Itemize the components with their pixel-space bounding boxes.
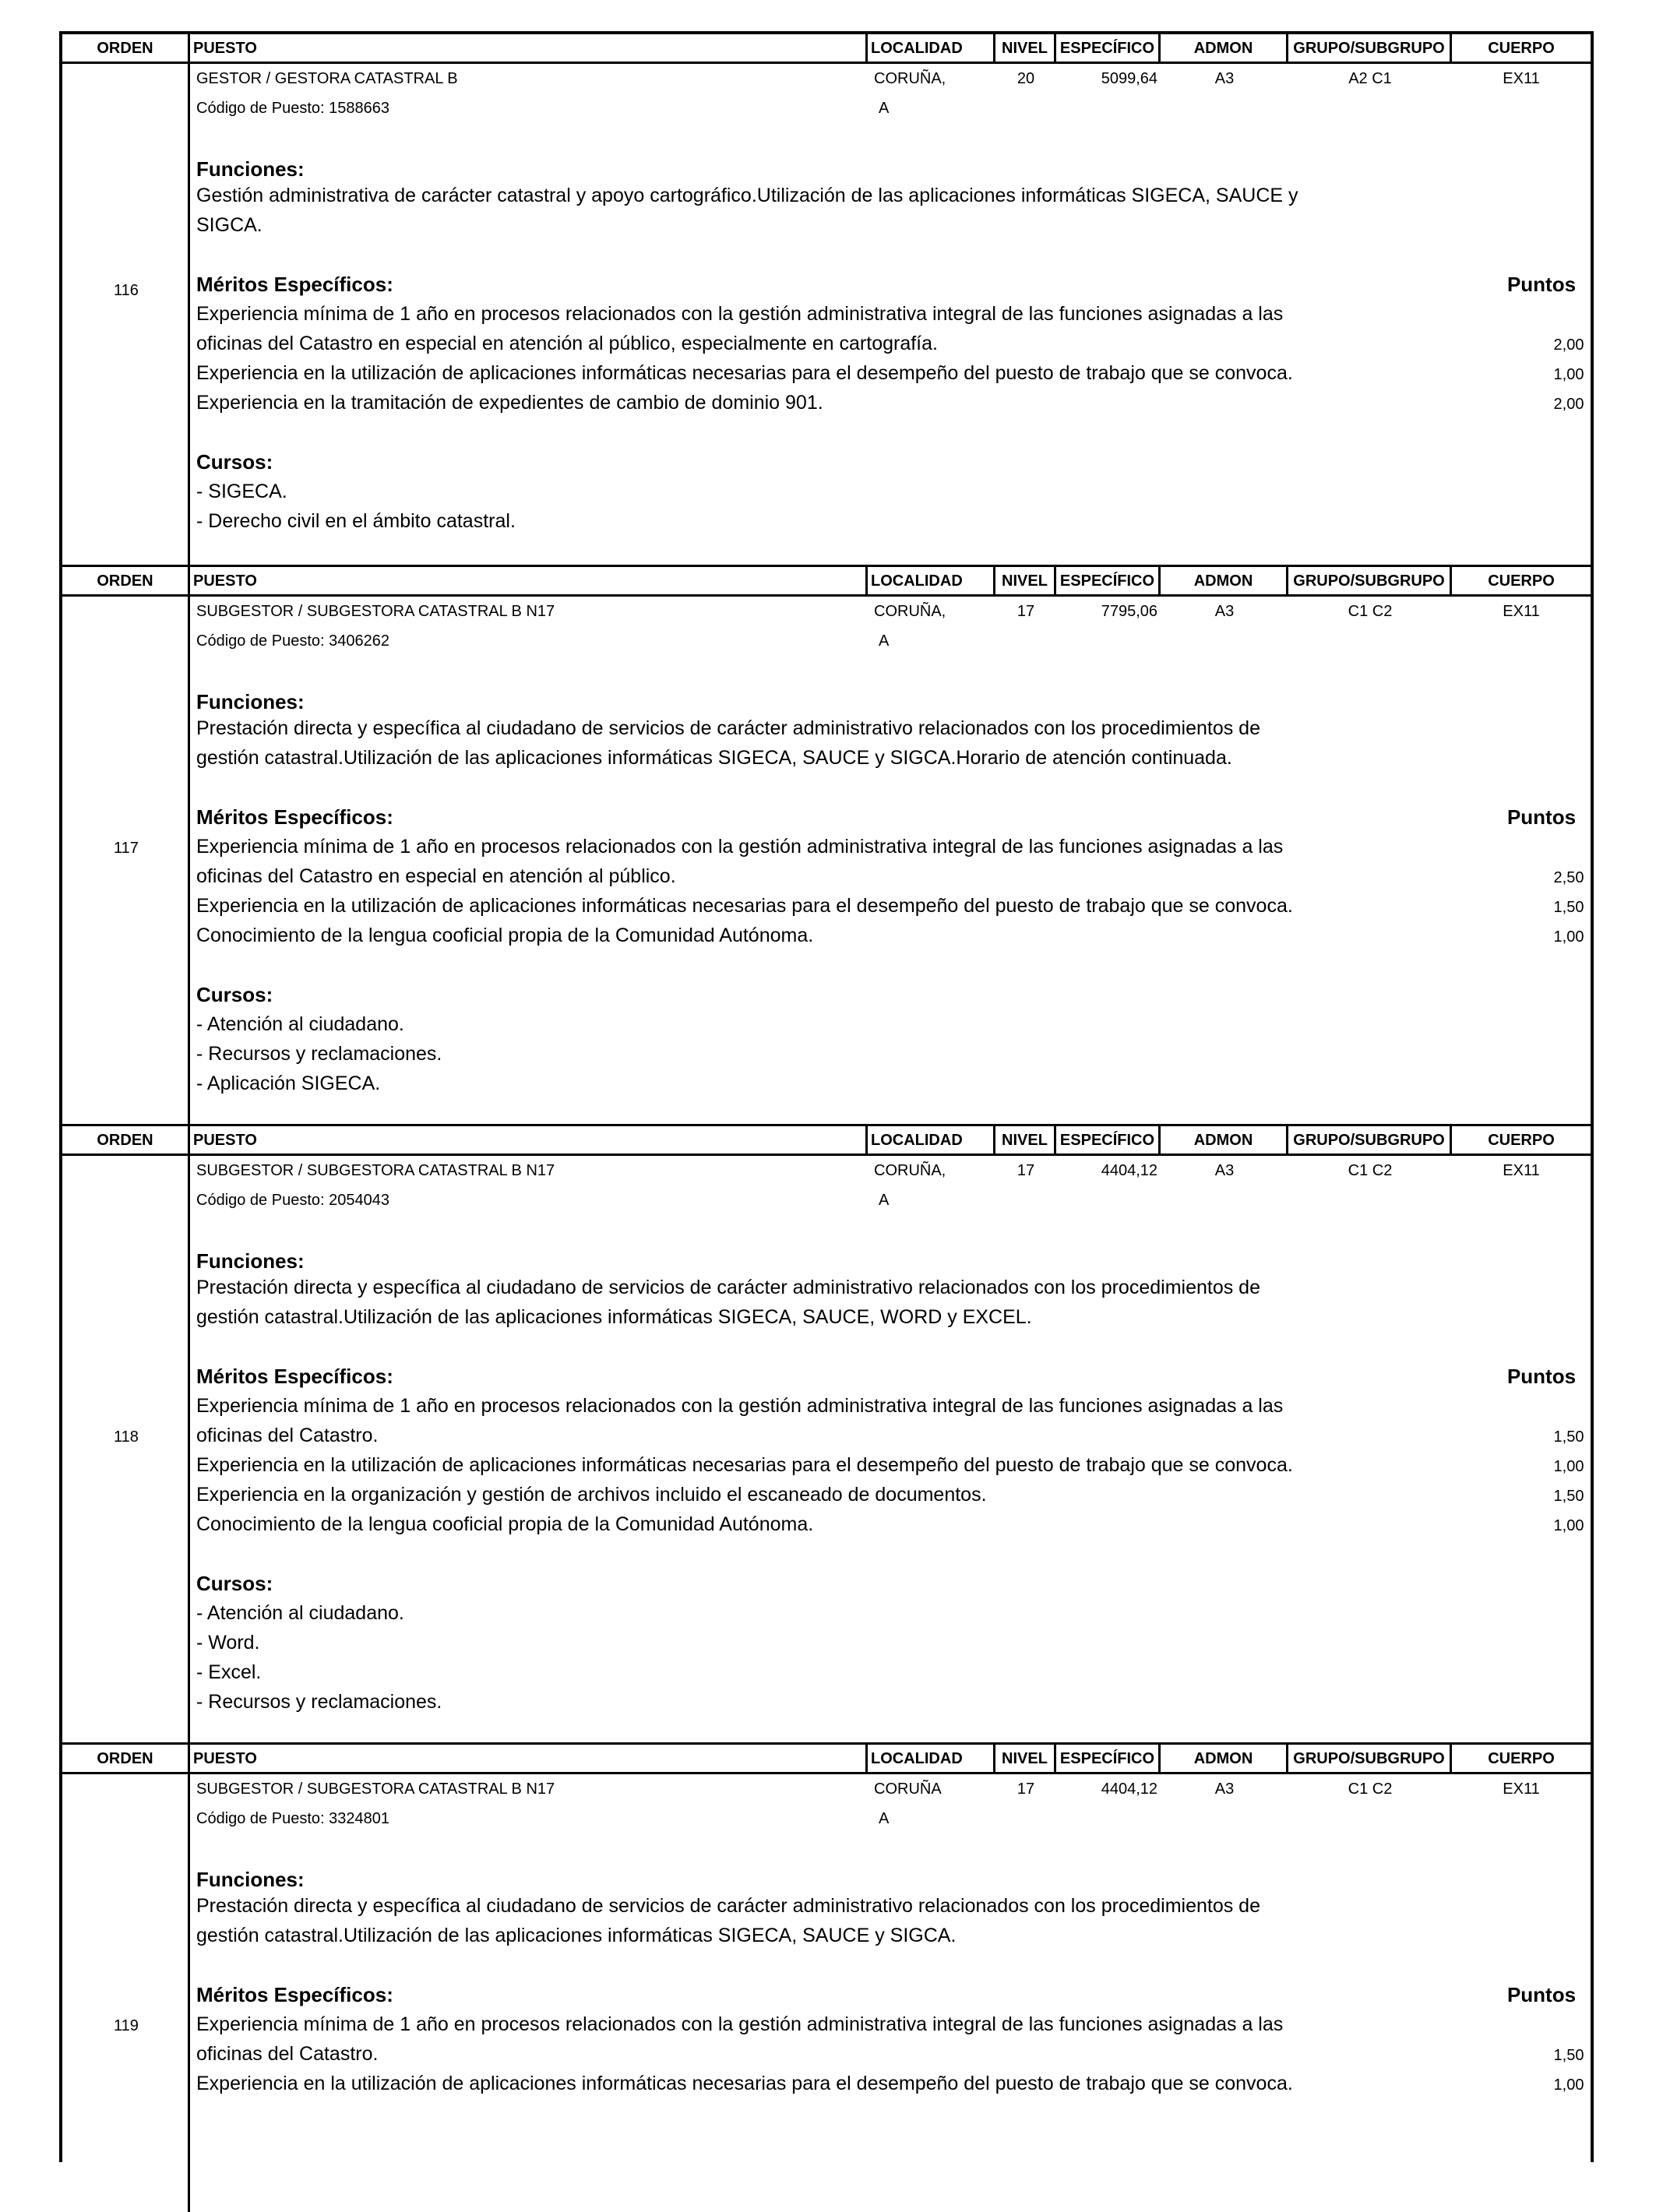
merito-line: oficinas del Catastro. <box>196 1425 379 1446</box>
merito-points: 1,00 <box>1553 928 1584 946</box>
merito-points: 1,50 <box>1553 1428 1584 1446</box>
header-especifico: ESPECÍFICO <box>1056 1745 1161 1772</box>
header-admon: ADMON <box>1161 1126 1288 1154</box>
merito-line: oficinas del Catastro en especial en atención al público, especialmente en cartografía. <box>196 333 938 354</box>
curso-item: - Aplicación SIGECA. <box>196 1073 381 1094</box>
meritos-heading: Méritos Específicos: <box>196 1983 393 2006</box>
header-puesto: PUESTO <box>190 1126 868 1154</box>
especifico: 4404,12 <box>1101 1162 1157 1179</box>
puntos-heading: Puntos <box>1506 273 1577 296</box>
cursos-heading: Cursos: <box>196 450 273 474</box>
curso-item: - Derecho civil en el ámbito catastral. <box>196 510 516 532</box>
codigo-puesto: Código de Puesto: 3324801 <box>196 1810 389 1827</box>
cuerpo: EX11 <box>1503 1781 1540 1798</box>
header-cuerpo: CUERPO <box>1488 1750 1555 1767</box>
merito-line: Experiencia en la tramitación de expedientes de cambio de dominio 901. <box>196 392 823 414</box>
curso-item: - Excel. <box>196 1661 262 1683</box>
merito-line: Experiencia en la utilización de aplicaciones informáticas necesarias para el desempeño del puesto de trabajo que se convoca. <box>196 1454 1293 1476</box>
header-orden: ORDEN <box>62 34 190 62</box>
header-cuerpo: CUERPO <box>1488 572 1555 590</box>
merito-points: 1,50 <box>1553 899 1584 916</box>
merito-points: 1,00 <box>1553 2076 1584 2094</box>
merito-points: 2,00 <box>1553 396 1584 413</box>
merito-line: Experiencia mínima de 1 año en procesos relacionados con la gestión administrativa integral de las funciones asignadas a las <box>196 303 1284 325</box>
admon: A3 <box>1214 1162 1235 1179</box>
curso-item: - Word. <box>196 1632 260 1654</box>
nivel: 20 <box>1017 70 1035 87</box>
cuerpo: EX11 <box>1503 1162 1540 1179</box>
header-especifico: ESPECÍFICO <box>1056 1126 1161 1154</box>
merito-line: Experiencia mínima de 1 año en procesos relacionados con la gestión administrativa integral de las funciones asignadas a las <box>196 836 1284 858</box>
cuerpo: EX11 <box>1503 70 1540 87</box>
puesto-title: SUBGESTOR / SUBGESTORA CATASTRAL B N17 <box>196 1781 555 1798</box>
especifico: 7795,06 <box>1101 603 1157 620</box>
localidad: CORUÑA <box>874 1781 942 1798</box>
merito-points: 1,00 <box>1553 1517 1584 1534</box>
job-entry <box>62 34 1591 567</box>
merito-points: 2,50 <box>1553 869 1584 886</box>
orden-column <box>62 64 190 567</box>
localidad: CORUÑA, <box>874 70 946 87</box>
orden-number: 118 <box>114 1428 139 1446</box>
merito-line: Conocimiento de la lengua cooficial propia de la Comunidad Autónoma. <box>196 1513 814 1535</box>
localidad-line2: A <box>879 1810 890 1827</box>
job-entry <box>62 1742 1591 2212</box>
funciones-line: Prestación directa y específica al ciudadano de servicios de carácter administrativo relacionados con los procedimientos de <box>196 717 1260 739</box>
header-orden: ORDEN <box>62 1745 190 1772</box>
merito-line: oficinas del Catastro. <box>196 2043 379 2065</box>
funciones-line: gestión catastral.Utilización de las aplicaciones informáticas SIGECA, SAUCE y SIGCA. <box>196 1925 957 1946</box>
puesto-title: SUBGESTOR / SUBGESTORA CATASTRAL B N17 <box>196 1162 555 1179</box>
header-grupo: GRUPO/SUBGRUPO <box>1288 1745 1452 1772</box>
orden-column <box>62 1774 190 2212</box>
header-especifico: ESPECÍFICO <box>1056 567 1161 594</box>
header-especifico: ESPECÍFICO <box>1056 34 1161 62</box>
meritos-heading: Méritos Específicos: <box>196 1365 393 1388</box>
codigo-puesto: Código de Puesto: 3406262 <box>196 632 389 650</box>
orden-number: 117 <box>114 840 139 857</box>
table-header-row <box>62 1745 1591 1774</box>
header-cuerpo: CUERPO <box>1488 40 1555 57</box>
header-puesto: PUESTO <box>190 567 868 594</box>
puntos-heading: Puntos <box>1506 1983 1577 2006</box>
codigo-puesto: Código de Puesto: 1588663 <box>196 100 389 117</box>
localidad: CORUÑA, <box>874 1162 946 1179</box>
funciones-heading: Funciones: <box>196 157 305 181</box>
orden-number: 116 <box>114 282 139 299</box>
job-entry <box>62 1124 1591 1745</box>
header-cuerpo: CUERPO <box>1488 1132 1555 1149</box>
funciones-line: Prestación directa y específica al ciudadano de servicios de carácter administrativo relacionados con los procedimientos de <box>196 1277 1260 1298</box>
header-puesto: PUESTO <box>190 34 868 62</box>
codigo-puesto: Código de Puesto: 2054043 <box>196 1192 389 1209</box>
merito-line: Experiencia en la utilización de aplicaciones informáticas necesarias para el desempeño del puesto de trabajo que se convoca. <box>196 895 1293 917</box>
cursos-heading: Cursos: <box>196 983 273 1006</box>
funciones-heading: Funciones: <box>196 690 305 713</box>
cuerpo: EX11 <box>1503 603 1540 620</box>
puntos-heading: Puntos <box>1506 1365 1577 1388</box>
merito-points: 1,50 <box>1553 2047 1584 2064</box>
funciones-line: gestión catastral.Utilización de las aplicaciones informáticas SIGECA, SAUCE y SIGCA.Horario de atención continuada. <box>196 747 1232 769</box>
merito-line: Experiencia en la organización y gestión de archivos incluido el escaneado de documentos. <box>196 1484 987 1506</box>
merito-points: 1,00 <box>1553 1458 1584 1475</box>
table-header-row <box>62 34 1591 64</box>
localidad: CORUÑA, <box>874 603 946 620</box>
merito-points: 1,50 <box>1553 1488 1584 1505</box>
puntos-heading: Puntos <box>1506 805 1577 829</box>
funciones-line: gestión catastral.Utilización de las aplicaciones informáticas SIGECA, SAUCE, WORD y EXCEL. <box>196 1306 1032 1328</box>
merito-line: Experiencia en la utilización de aplicaciones informáticas necesarias para el desempeño del puesto de trabajo que se convoca. <box>196 2073 1293 2094</box>
funciones-heading: Funciones: <box>196 1249 305 1273</box>
merito-line: oficinas del Catastro en especial en atención al público. <box>196 865 676 887</box>
job-listing-sheet <box>59 31 1594 2162</box>
merito-line: Experiencia mínima de 1 año en procesos relacionados con la gestión administrativa integral de las funciones asignadas a las <box>196 1395 1284 1417</box>
curso-item: - Atención al ciudadano. <box>196 1602 404 1624</box>
header-localidad: LOCALIDAD <box>868 567 995 594</box>
grupo: C1 C2 <box>1348 1162 1393 1179</box>
especifico: 4404,12 <box>1101 1781 1157 1798</box>
funciones-line: Prestación directa y específica al ciudadano de servicios de carácter administrativo relacionados con los procedimientos de <box>196 1895 1260 1917</box>
merito-points: 2,00 <box>1553 336 1584 354</box>
merito-line: Experiencia mínima de 1 año en procesos relacionados con la gestión administrativa integral de las funciones asignadas a las <box>196 2013 1284 2035</box>
grupo: C1 C2 <box>1348 603 1393 620</box>
localidad-line2: A <box>879 1192 890 1209</box>
job-entry <box>62 565 1591 1126</box>
merito-points: 1,00 <box>1553 366 1584 383</box>
header-grupo: GRUPO/SUBGRUPO <box>1288 567 1452 594</box>
header-orden: ORDEN <box>62 567 190 594</box>
orden-number: 119 <box>114 2017 139 2034</box>
header-grupo: GRUPO/SUBGRUPO <box>1288 1126 1452 1154</box>
puesto-title: SUBGESTOR / SUBGESTORA CATASTRAL B N17 <box>196 603 555 620</box>
header-puesto: PUESTO <box>190 1745 868 1772</box>
especifico: 5099,64 <box>1101 70 1157 87</box>
merito-line: Experiencia en la utilización de aplicaciones informáticas necesarias para el desempeño del puesto de trabajo que se convoca. <box>196 362 1293 384</box>
curso-item: - Recursos y reclamaciones. <box>196 1691 442 1713</box>
header-admon: ADMON <box>1161 34 1288 62</box>
header-nivel: NIVEL <box>995 567 1056 594</box>
grupo: C1 C2 <box>1348 1781 1393 1798</box>
header-admon: ADMON <box>1161 1745 1288 1772</box>
admon: A3 <box>1214 603 1235 620</box>
curso-item: - Recursos y reclamaciones. <box>196 1043 442 1065</box>
merito-line: Conocimiento de la lengua cooficial propia de la Comunidad Autónoma. <box>196 925 814 946</box>
funciones-line: SIGCA. <box>196 214 262 236</box>
header-grupo: GRUPO/SUBGRUPO <box>1288 34 1452 62</box>
curso-item: - SIGECA. <box>196 481 287 502</box>
admon: A3 <box>1214 1781 1235 1798</box>
admon: A3 <box>1214 70 1235 87</box>
meritos-heading: Méritos Específicos: <box>196 273 393 296</box>
nivel: 17 <box>1017 1162 1035 1179</box>
header-localidad: LOCALIDAD <box>868 34 995 62</box>
curso-item: - Atención al ciudadano. <box>196 1013 404 1035</box>
header-localidad: LOCALIDAD <box>868 1745 995 1772</box>
header-nivel: NIVEL <box>995 1126 1056 1154</box>
grupo: A2 C1 <box>1348 70 1392 87</box>
header-nivel: NIVEL <box>995 34 1056 62</box>
header-orden: ORDEN <box>62 1126 190 1154</box>
funciones-heading: Funciones: <box>196 1868 305 1891</box>
nivel: 17 <box>1017 603 1035 620</box>
table-header-row <box>62 1126 1591 1156</box>
meritos-heading: Méritos Específicos: <box>196 805 393 829</box>
nivel: 17 <box>1017 1781 1035 1798</box>
localidad-line2: A <box>879 632 890 650</box>
cursos-heading: Cursos: <box>196 1572 273 1595</box>
table-header-row <box>62 567 1591 597</box>
header-admon: ADMON <box>1161 567 1288 594</box>
puesto-title: GESTOR / GESTORA CATASTRAL B <box>196 70 458 87</box>
header-nivel: NIVEL <box>995 1745 1056 1772</box>
header-localidad: LOCALIDAD <box>868 1126 995 1154</box>
funciones-line: Gestión administrativa de carácter catastral y apoyo cartográfico.Utilización de las aplicaciones informáticas SIGECA, SAUCE y <box>196 185 1298 206</box>
localidad-line2: A <box>879 100 890 117</box>
